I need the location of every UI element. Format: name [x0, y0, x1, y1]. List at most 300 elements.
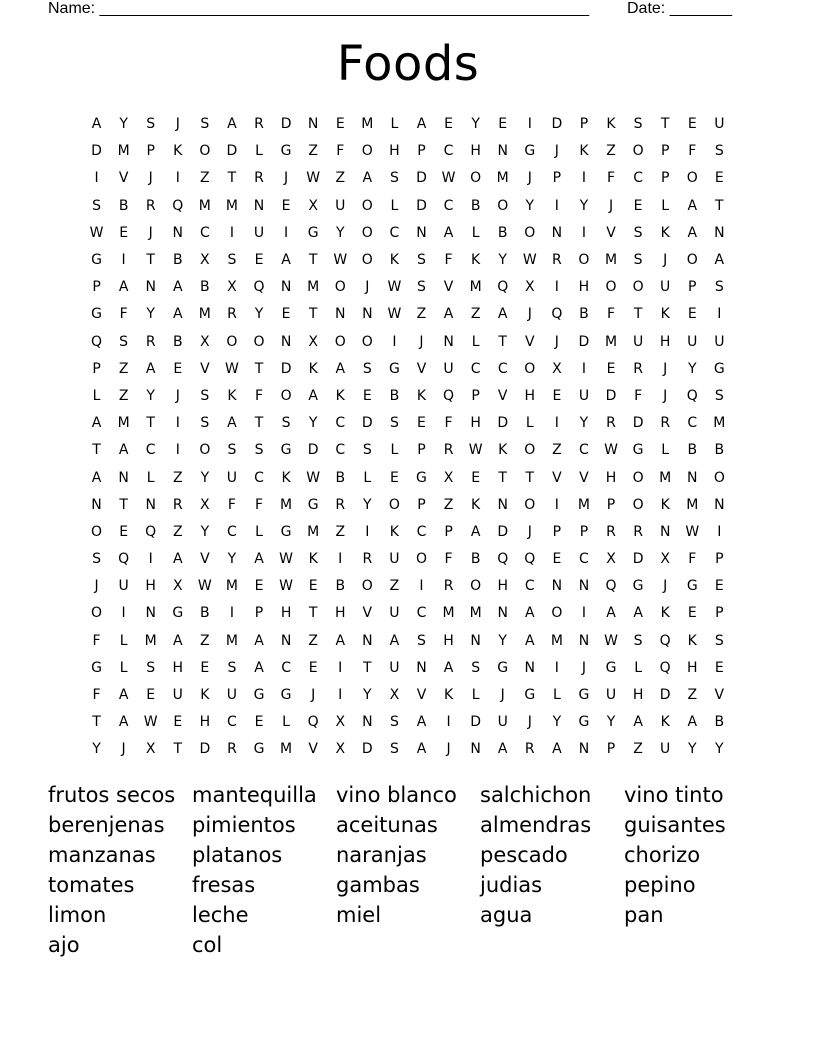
grid-letter: C: [443, 197, 454, 214]
grid-letter: M: [144, 632, 157, 649]
grid-letter: U: [335, 197, 346, 214]
grid-letter: K: [308, 360, 318, 377]
grid-letter: Y: [335, 224, 345, 241]
grid-letter: O: [334, 279, 346, 296]
grid-letter: P: [471, 387, 480, 404]
grid-letter: T: [119, 496, 128, 513]
grid-letter: N: [145, 496, 156, 513]
grid-letter: D: [416, 170, 427, 187]
grid-letter: U: [605, 687, 617, 704]
grid-letter: G: [253, 741, 265, 758]
grid-letter: S: [119, 333, 129, 350]
grid-letter: Y: [552, 714, 562, 731]
grid-letter: I: [554, 415, 559, 432]
grid-letter: M: [604, 252, 618, 269]
grid-letter: A: [172, 551, 183, 568]
grid-letter: S: [633, 116, 643, 133]
grid-letter: I: [581, 224, 587, 241]
grid-letter: X: [335, 714, 346, 731]
word-list-item: berenjenas: [48, 813, 165, 837]
grid-letter: W: [197, 578, 212, 595]
grid-letter: K: [660, 714, 670, 731]
grid-letter: F: [444, 415, 453, 432]
grid-letter: F: [336, 143, 345, 160]
grid-letter: K: [281, 469, 291, 486]
grid-letter: I: [554, 197, 559, 214]
grid-letter: M: [577, 496, 590, 513]
grid-letter: G: [280, 523, 292, 540]
grid-letter: N: [362, 714, 373, 731]
grid-letter: W: [468, 442, 483, 459]
grid-letter: N: [497, 496, 508, 513]
grid-letter: A: [470, 523, 481, 540]
grid-letter: A: [687, 224, 698, 241]
grid-letter: Q: [686, 387, 698, 404]
grid-letter: X: [606, 551, 616, 568]
grid-letter: E: [552, 551, 562, 568]
grid-letter: I: [175, 415, 180, 432]
grid-letter: K: [173, 143, 183, 160]
word-list-item: leche: [192, 903, 249, 927]
grid-letter: D: [470, 714, 482, 731]
grid-letter: H: [605, 469, 617, 486]
grid-letter: M: [225, 197, 238, 214]
grid-letter: I: [121, 605, 126, 622]
grid-letter: J: [554, 333, 559, 350]
word-list-item: limon: [48, 903, 107, 927]
grid-letter: X: [145, 741, 156, 758]
grid-letter: L: [255, 143, 263, 160]
grid-row: [83, 356, 733, 383]
grid-letter: P: [660, 170, 670, 187]
grid-letter: P: [552, 170, 562, 187]
grid-letter: W: [225, 360, 239, 377]
grid-letter: U: [389, 605, 400, 622]
grid-letter: A: [633, 605, 643, 622]
grid-letter: O: [578, 252, 590, 269]
grid-letter: W: [604, 632, 618, 649]
grid-letter: N: [253, 197, 265, 214]
grid-letter: N: [145, 279, 156, 296]
grid-letter: O: [470, 170, 482, 187]
word-list-item: almendras: [480, 813, 592, 837]
grid-letter: C: [145, 442, 156, 459]
grid-letter: G: [91, 306, 102, 323]
grid-letter: T: [308, 252, 318, 269]
grid-letter: C: [443, 143, 454, 160]
grid-letter: W: [279, 551, 293, 568]
grid-letter: S: [254, 442, 264, 459]
grid-letter: B: [389, 387, 400, 404]
grid-letter: B: [118, 197, 129, 214]
grid-letter: E: [335, 116, 345, 133]
grid-letter: K: [498, 442, 508, 459]
grid-letter: G: [578, 714, 590, 731]
grid-letter: A: [91, 415, 102, 432]
grid-letter: X: [308, 197, 318, 214]
grid-letter: Z: [335, 170, 346, 187]
grid-letter: Y: [363, 496, 372, 513]
grid-letter: M: [442, 605, 455, 622]
grid-letter: K: [606, 116, 616, 133]
grid-letter: V: [552, 469, 562, 486]
grid-letter: D: [91, 143, 102, 160]
grid-letter: A: [687, 197, 698, 214]
grid-letter: K: [200, 687, 210, 704]
word-list-item: pimientos: [192, 813, 296, 837]
grid-letter: S: [200, 387, 210, 404]
grid-letter: Q: [307, 714, 319, 731]
grid-row: [83, 682, 733, 709]
grid-letter: S: [227, 659, 237, 676]
grid-letter: C: [227, 523, 237, 540]
grid-letter: S: [714, 143, 724, 160]
grid-letter: Z: [308, 632, 318, 649]
grid-letter: E: [471, 469, 481, 486]
grid-letter: A: [118, 442, 129, 459]
grid-letter: I: [175, 442, 180, 459]
grid-letter: C: [497, 360, 508, 377]
grid-row: [83, 519, 733, 546]
grid-letter: A: [525, 632, 535, 649]
grid-letter: T: [173, 741, 183, 758]
grid-letter: R: [145, 197, 156, 214]
grid-row: [83, 546, 733, 573]
grid-letter: L: [390, 116, 399, 133]
grid-letter: E: [308, 578, 318, 595]
grid-letter: P: [92, 279, 101, 296]
grid-letter: U: [389, 659, 400, 676]
grid-letter: W: [441, 170, 456, 187]
grid-letter: U: [497, 714, 508, 731]
grid-letter: H: [443, 632, 454, 649]
grid-letter: C: [227, 714, 237, 731]
grid-letter: N: [551, 224, 563, 241]
grid-letter: Y: [715, 741, 724, 758]
grid-letter: P: [146, 143, 155, 160]
grid-letter: F: [254, 387, 264, 404]
grid-letter: O: [524, 360, 536, 377]
grid-letter: K: [308, 551, 318, 568]
grid-letter: C: [633, 170, 643, 187]
grid-letter: B: [335, 578, 346, 595]
grid-letter: T: [633, 306, 643, 323]
grid-letter: O: [632, 143, 644, 160]
grid-letter: J: [175, 116, 180, 133]
grid-letter: K: [660, 306, 670, 323]
grid-letter: I: [554, 279, 559, 296]
grid-letter: J: [663, 252, 668, 269]
grid-letter: A: [172, 632, 183, 649]
grid-letter: M: [469, 605, 482, 622]
grid-letter: W: [522, 252, 537, 269]
grid-letter: T: [525, 469, 535, 486]
grid-letter: O: [334, 333, 346, 350]
grid-letter: I: [284, 224, 289, 241]
date-field-label: Date: _______: [627, 0, 732, 17]
grid-letter: V: [497, 387, 508, 404]
grid-letter: E: [254, 252, 264, 269]
grid-letter: O: [632, 279, 644, 296]
grid-letter: M: [659, 469, 672, 486]
grid-letter: J: [148, 170, 153, 187]
grid-letter: L: [471, 687, 480, 704]
grid-letter: A: [254, 632, 264, 649]
grid-letter: Q: [659, 632, 671, 649]
grid-letter: Q: [253, 279, 265, 296]
grid-letter: T: [363, 659, 372, 676]
grid-letter: W: [685, 523, 700, 540]
grid-letter: L: [119, 659, 128, 676]
grid-letter: E: [552, 387, 562, 404]
grid-letter: S: [389, 170, 399, 187]
grid-letter: R: [254, 170, 264, 187]
grid-letter: A: [335, 632, 346, 649]
grid-letter: S: [714, 387, 724, 404]
grid-letter: V: [308, 741, 318, 758]
grid-letter: L: [552, 687, 561, 704]
grid-row: [83, 220, 733, 247]
grid-letter: A: [443, 659, 454, 676]
grid-letter: I: [717, 306, 722, 323]
grid-letter: S: [389, 741, 399, 758]
grid-letter: J: [94, 578, 99, 595]
grid-letter: H: [334, 605, 346, 622]
grid-letter: Y: [687, 360, 697, 377]
grid-row: [83, 193, 733, 220]
grid-letter: A: [443, 306, 454, 323]
grid-letter: R: [633, 360, 643, 377]
grid-letter: Y: [579, 197, 589, 214]
grid-letter: X: [552, 360, 562, 377]
grid-letter: G: [632, 578, 644, 595]
grid-letter: S: [92, 551, 101, 568]
grid-letter: D: [416, 197, 427, 214]
grid-letter: F: [606, 306, 616, 323]
grid-letter: H: [172, 659, 184, 676]
grid-letter: P: [417, 143, 426, 160]
grid-letter: W: [306, 469, 321, 486]
grid-letter: J: [554, 143, 559, 160]
grid-letter: I: [581, 360, 587, 377]
grid-letter: O: [91, 523, 103, 540]
grid-row: [83, 628, 733, 655]
grid-letter: L: [661, 442, 670, 459]
grid-letter: D: [632, 415, 644, 432]
grid-letter: U: [443, 360, 454, 377]
grid-letter: V: [714, 687, 725, 704]
grid-letter: A: [714, 252, 725, 269]
grid-letter: B: [579, 306, 589, 323]
grid-letter: N: [687, 469, 698, 486]
grid-letter: A: [91, 469, 102, 486]
grid-letter: L: [255, 523, 263, 540]
grid-letter: H: [659, 333, 671, 350]
word-list-item: pescado: [480, 843, 568, 867]
grid-letter: C: [281, 659, 291, 676]
grid-letter: I: [419, 578, 424, 595]
grid-letter: K: [660, 224, 670, 241]
grid-letter: E: [362, 387, 372, 404]
grid-letter: C: [579, 551, 589, 568]
grid-letter: Y: [146, 387, 155, 404]
grid-letter: A: [145, 360, 156, 377]
grid-letter: T: [227, 170, 237, 187]
grid-letter: B: [714, 442, 725, 459]
grid-letter: P: [579, 116, 589, 133]
grid-letter: P: [92, 360, 101, 377]
grid-letter: R: [552, 252, 562, 269]
grid-letter: M: [117, 415, 130, 432]
word-list-item: vino tinto: [624, 783, 724, 807]
grid-letter: S: [200, 415, 210, 432]
grid-letter: Y: [308, 415, 318, 432]
grid-letter: E: [606, 360, 616, 377]
grid-letter: M: [469, 279, 482, 296]
grid-letter: H: [199, 714, 211, 731]
grid-letter: N: [714, 224, 725, 241]
grid-letter: I: [717, 523, 722, 540]
grid-letter: C: [335, 415, 346, 432]
word-list-item: manzanas: [48, 843, 156, 867]
grid-letter: N: [280, 333, 292, 350]
grid-letter: R: [633, 523, 643, 540]
grid-letter: Z: [606, 143, 616, 160]
grid-letter: Y: [606, 714, 616, 731]
grid-letter: B: [470, 197, 481, 214]
grid-letter: O: [632, 496, 644, 513]
grid-letter: E: [389, 469, 399, 486]
grid-letter: N: [280, 632, 292, 649]
grid-letter: T: [92, 442, 101, 459]
grid-letter: M: [550, 632, 563, 649]
grid-letter: O: [497, 197, 509, 214]
grid-row: [83, 573, 733, 600]
grid-letter: D: [361, 415, 373, 432]
grid-letter: D: [551, 116, 563, 133]
word-list-item: frutos secos: [48, 783, 176, 807]
grid-letter: Q: [524, 551, 536, 568]
grid-letter: D: [659, 687, 671, 704]
grid-letter: E: [687, 605, 697, 622]
word-list-item: platanos: [192, 843, 283, 867]
grid-letter: V: [118, 170, 129, 187]
grid-letter: Q: [172, 197, 184, 214]
grid-letter: R: [172, 496, 183, 513]
grid-letter: O: [361, 252, 373, 269]
grid-letter: U: [389, 551, 400, 568]
grid-letter: P: [579, 523, 589, 540]
grid-letter: L: [146, 469, 155, 486]
grid-letter: W: [333, 252, 348, 269]
grid-letter: N: [578, 741, 590, 758]
grid-letter: S: [389, 714, 399, 731]
grid-letter: G: [605, 659, 617, 676]
grid-letter: I: [94, 170, 99, 187]
grid-row: [83, 111, 733, 138]
grid-letter: N: [497, 605, 508, 622]
grid-letter: G: [686, 578, 698, 595]
grid-letter: A: [497, 741, 508, 758]
grid-letter: D: [199, 741, 211, 758]
grid-letter: C: [389, 224, 400, 241]
grid-letter: N: [524, 659, 536, 676]
grid-letter: B: [200, 279, 210, 296]
grid-letter: O: [361, 143, 373, 160]
grid-letter: J: [446, 741, 451, 758]
grid-letter: R: [254, 116, 264, 133]
grid-letter: A: [118, 279, 129, 296]
grid-letter: A: [389, 632, 400, 649]
grid-letter: Z: [687, 687, 698, 704]
grid-letter: C: [254, 469, 264, 486]
grid-letter: Y: [200, 523, 210, 540]
grid-letter: K: [443, 687, 454, 704]
grid-letter: A: [687, 714, 698, 731]
word-list-item: pan: [624, 903, 664, 927]
grid-letter: G: [388, 360, 400, 377]
grid-letter: S: [471, 659, 481, 676]
grid-letter: A: [172, 306, 183, 323]
grid-letter: F: [634, 387, 643, 404]
grid-letter: N: [578, 632, 590, 649]
grid-letter: E: [633, 197, 643, 214]
grid-letter: G: [524, 687, 536, 704]
grid-letter: S: [417, 279, 426, 296]
grid-letter: V: [416, 360, 427, 377]
grid-letter: Z: [118, 387, 129, 404]
grid-letter: P: [715, 551, 724, 568]
grid-letter: J: [527, 714, 532, 731]
grid-letter: V: [416, 687, 427, 704]
grid-letter: R: [227, 741, 237, 758]
word-list-item: naranjas: [336, 843, 427, 867]
grid-letter: A: [118, 714, 129, 731]
grid-letter: M: [686, 496, 699, 513]
grid-letter: M: [225, 578, 238, 595]
grid-letter: V: [606, 224, 616, 241]
grid-letter: A: [633, 714, 643, 731]
grid-letter: Z: [308, 143, 318, 160]
grid-letter: O: [415, 551, 427, 568]
grid-letter: C: [416, 605, 427, 622]
grid-letter: G: [91, 659, 102, 676]
word-list-item: chorizo: [624, 843, 701, 867]
grid-letter: A: [416, 741, 427, 758]
grid-letter: E: [687, 116, 697, 133]
grid-letter: B: [172, 252, 183, 269]
grid-letter: R: [443, 442, 454, 459]
grid-letter: Q: [497, 551, 509, 568]
word-search-grid: [83, 111, 733, 764]
grid-letter: M: [307, 279, 320, 296]
grid-letter: H: [389, 143, 400, 160]
grid-letter: G: [91, 252, 102, 269]
grid-letter: I: [446, 714, 451, 731]
grid-letter: U: [118, 578, 129, 595]
grid-letter: E: [173, 714, 183, 731]
grid-letter: Z: [416, 306, 427, 323]
grid-letter: W: [387, 279, 402, 296]
grid-letter: P: [660, 143, 670, 160]
grid-letter: S: [362, 360, 372, 377]
grid-letter: J: [419, 333, 424, 350]
grid-letter: J: [581, 659, 587, 676]
grid-letter: Y: [146, 306, 155, 323]
word-list-item: miel: [336, 903, 382, 927]
grid-letter: T: [146, 252, 155, 269]
grid-letter: O: [91, 605, 103, 622]
